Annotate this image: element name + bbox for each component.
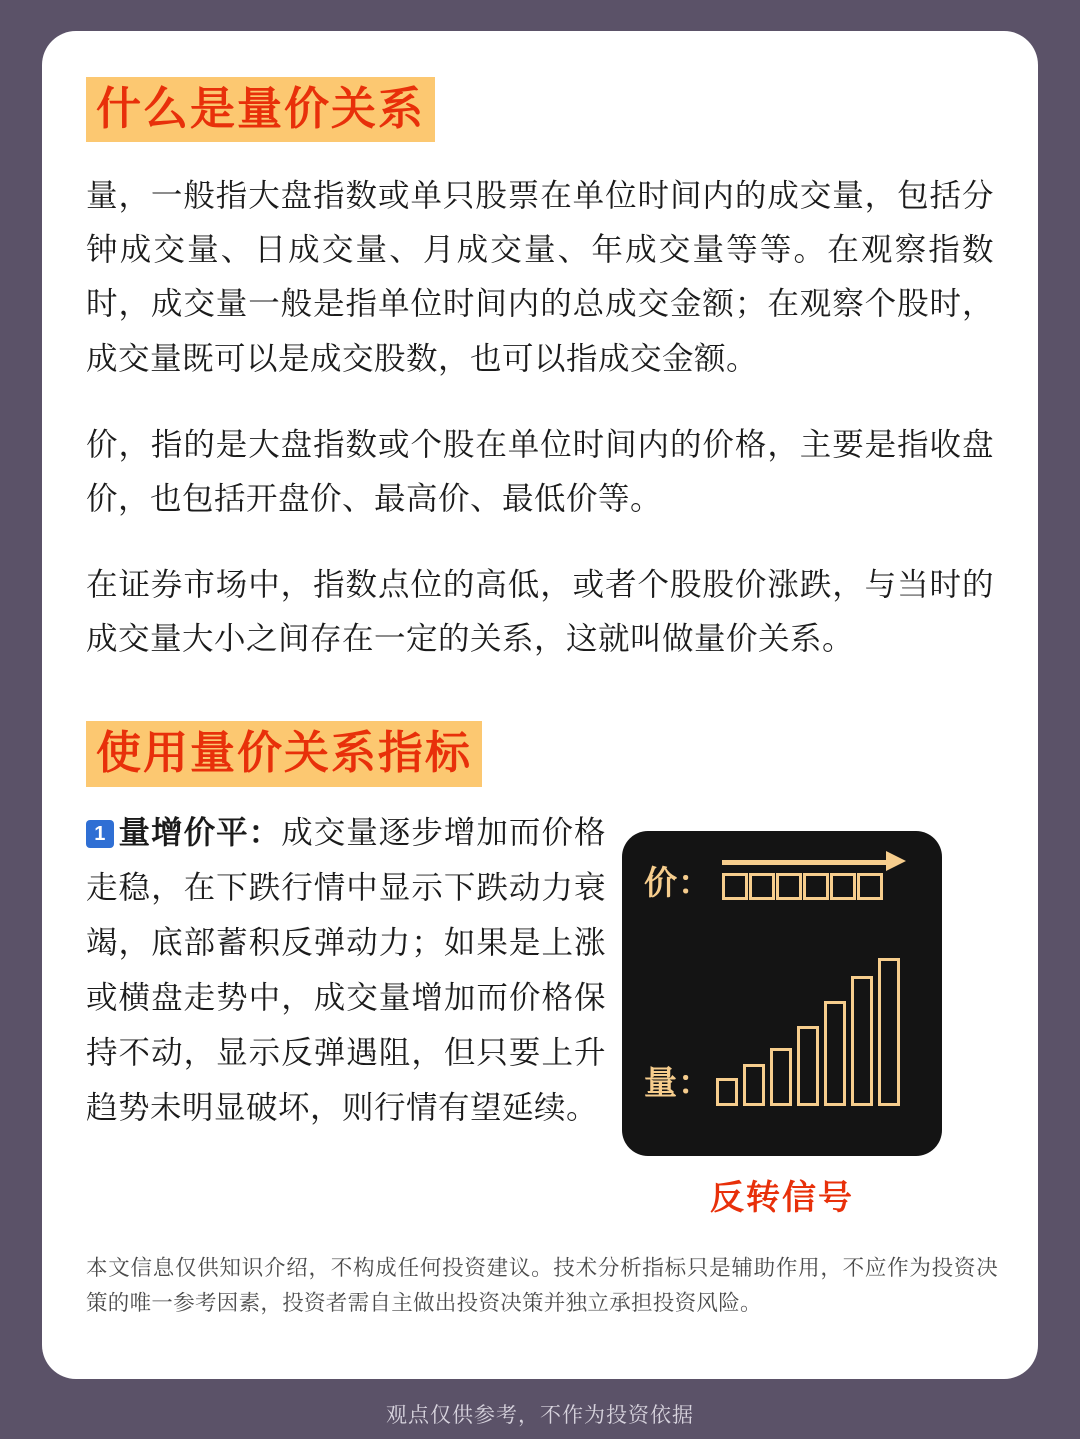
- figure-caption: 反转信号: [710, 1178, 854, 1217]
- indicator-figure-column: [606, 805, 994, 1219]
- arrow-line-icon: [722, 860, 890, 865]
- volume-bar-series: [716, 956, 900, 1106]
- price-box: [803, 873, 829, 900]
- disclaimer-text: 本文信息仅供知识介绍，不构成任何投资建议。技术分析指标只是辅助作用，不应作为投资决策的唯一参考因素，投资者需自主做出投资决策并独立承担投资风险。: [86, 1256, 998, 1316]
- figure-volume-label: 量：: [644, 1063, 712, 1101]
- figure-price-flat-arrow: [716, 857, 920, 903]
- footer-note: 观点仅供参考，不作为投资依据: [386, 1404, 694, 1427]
- volume-bar: [797, 1026, 819, 1106]
- price-box-series: [722, 873, 883, 900]
- indicator-item-label: 量增价平：: [118, 813, 282, 850]
- paragraph-volume-definition: 量，一般指大盘指数或单只股票在单位时间内的成交量，包括分钟成交量、日成交量、月成交量、年成交量等等。在观察指数时，成交量一般是指单位时间内的总成交金额；在观察个股时，成交量既可以是成交股数，也可以指成交金额。: [86, 177, 994, 376]
- figure-price-row: [644, 857, 920, 904]
- volume-bar: [878, 958, 900, 1106]
- arrow-right-icon: [886, 851, 906, 871]
- article-card: [42, 31, 1038, 1379]
- volume-bar: [824, 1001, 846, 1106]
- section-heading-1: 什么是量价关系: [86, 77, 435, 142]
- indicator-item-body: 成交量逐步增加而价格走稳，在下跌行情中显示下跌动力衰竭，底部蓄积反弹动力；如果是上涨或横盘走势中，成交量增加而价格保持不动，显示反弹遇阻，但只要上升趋势未明显破坏，则行情有望延续。: [86, 813, 606, 1126]
- price-box: [722, 873, 748, 900]
- price-box: [749, 873, 775, 900]
- volume-price-figure: [622, 831, 942, 1156]
- list-number-badge: 1: [86, 820, 114, 848]
- price-box: [857, 873, 883, 900]
- price-box: [830, 873, 856, 900]
- section-heading-2: 使用量价关系指标: [86, 721, 482, 786]
- indicator-block: [86, 805, 994, 1219]
- volume-bar: [851, 976, 873, 1106]
- indicator-text-column: [86, 805, 606, 1136]
- paragraph-price-definition: 价，指的是大盘指数或个股在单位时间内的价格，主要是指收盘价，也包括开盘价、最高价、最低价等。: [86, 425, 994, 516]
- indicator-item-1: [86, 805, 606, 1136]
- volume-bar: [716, 1078, 738, 1106]
- price-box: [776, 873, 802, 900]
- volume-bar: [770, 1048, 792, 1106]
- volume-bar: [743, 1064, 765, 1106]
- paragraph-relationship-definition: 在证券市场中，指数点位的高低，或者个股股价涨跌，与当时的成交量大小之间存在一定的关系，这就叫做量价关系。: [86, 566, 994, 657]
- figure-price-label: 价：: [644, 863, 712, 901]
- figure-volume-row: [644, 956, 920, 1106]
